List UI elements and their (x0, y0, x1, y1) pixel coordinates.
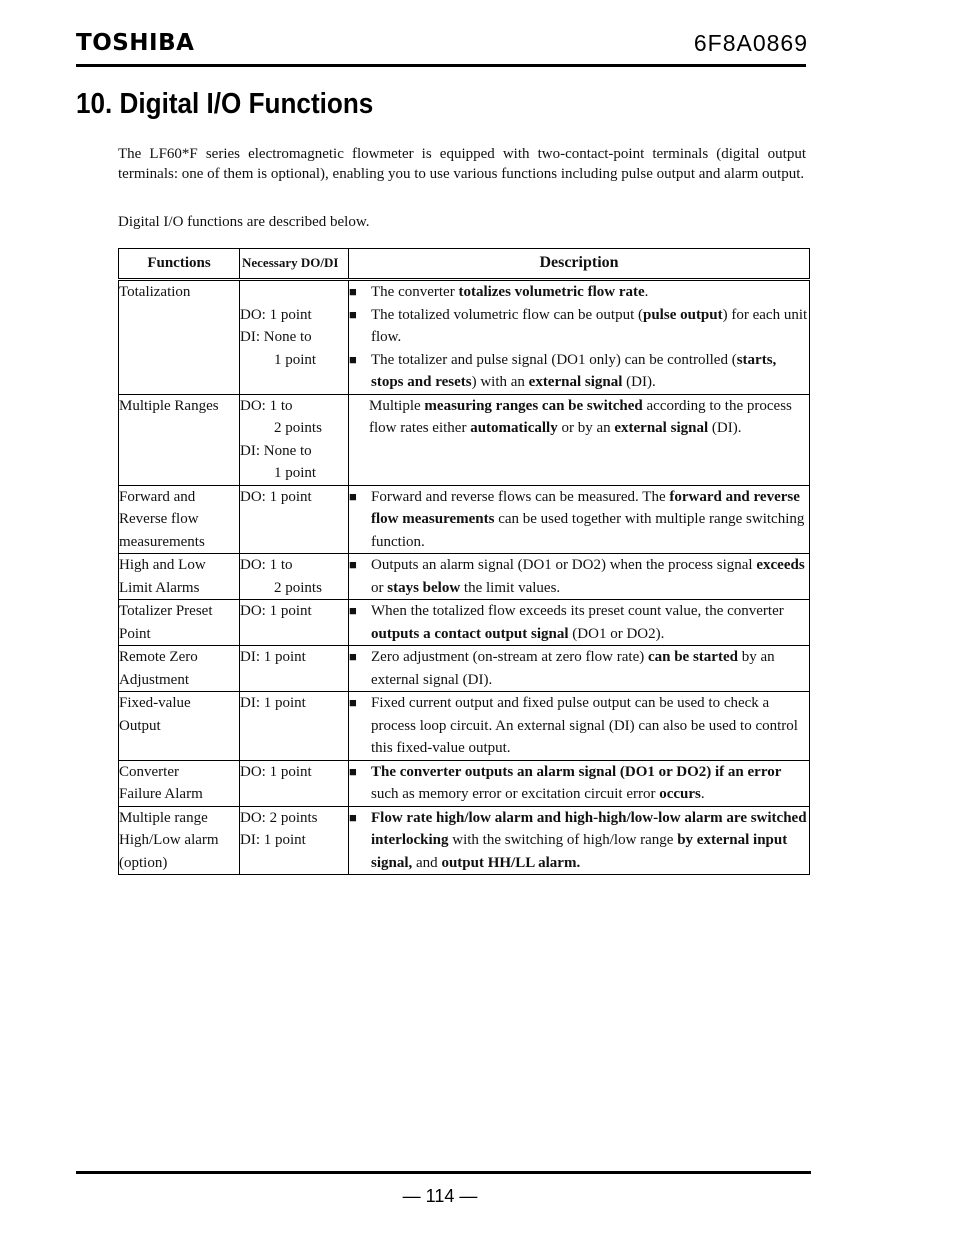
text-run: (DI). (622, 374, 656, 390)
text-run: can be used together with multiple range switching function. (371, 511, 805, 550)
dodi-cell (240, 760, 349, 806)
bullet-square-icon: ■ (349, 557, 357, 572)
function-line: Forward and (119, 488, 196, 505)
table-row (119, 280, 810, 395)
text-run: The converter outputs an alarm signal (DO1 or DO2) if an error (371, 763, 782, 780)
page-title: 10. Digital I/O Functions (76, 88, 374, 120)
text-run: can be started (647, 649, 738, 665)
description-cell (349, 806, 810, 875)
text-run: (DO1 or DO2). (568, 625, 665, 642)
dodi-cell (240, 600, 349, 646)
text-run: external signal (614, 420, 709, 436)
text-run: Forward and reverse flows can be measured. The (371, 488, 670, 505)
table-row (119, 646, 810, 692)
text-run: outputs a contact output signal (371, 625, 569, 642)
description-text (371, 349, 809, 394)
dodi-cell (240, 806, 349, 875)
function-line: Failure Alarm (119, 786, 203, 802)
text-run: starts, stops and resets (371, 351, 777, 390)
table-header-row (119, 249, 810, 280)
description-cell (349, 760, 810, 806)
text-run: The totalizer and pulse signal (DO1 only) can be controlled ( (371, 351, 737, 368)
text-run: external signal (528, 374, 623, 390)
function-line: measurements (119, 533, 205, 550)
bullet-square-icon: ■ (349, 488, 357, 504)
description-text (371, 486, 809, 554)
function-line: Limit Alarms (119, 579, 200, 596)
description-text (371, 692, 809, 760)
document-number: 6F8A0869 (693, 30, 808, 56)
description-cell (349, 554, 810, 600)
description-text (371, 761, 809, 806)
bullet-square-icon: ■ (349, 763, 357, 779)
text-run: When the totalized flow exceeds its preset count value, the converter (371, 603, 784, 619)
page-number: — 114 — (402, 1186, 478, 1206)
bullet-square-icon: ■ (349, 284, 357, 299)
description-bullet (349, 281, 809, 304)
description-text (371, 281, 809, 304)
text-run: the limit values. (460, 579, 561, 596)
dodi-cell (240, 280, 349, 395)
function-line: High and Low (119, 557, 206, 573)
dodi-line: 2 points (274, 420, 322, 436)
text-run: measuring ranges can be switched (424, 397, 643, 414)
text-run: by an external signal (DI). (371, 649, 775, 688)
table-row (119, 485, 810, 554)
bullet-square-icon: ■ (349, 695, 357, 710)
text-run: and (412, 854, 442, 871)
dodi-line: DO: 1 point (240, 488, 312, 505)
description-text (371, 600, 809, 645)
text-run: . (644, 284, 649, 300)
function-cell (119, 760, 240, 806)
table-row (119, 806, 810, 875)
text-run: Fixed current output and fixed pulse output can be used to check a process loop circuit. An external signal (DI) can also be used to control this fixed-value output. (371, 695, 798, 756)
company-logo: TOSHIBA (76, 30, 195, 56)
function-line: Multiple range (119, 809, 208, 826)
dodi-line: DO: 2 points (240, 809, 318, 826)
description-text (349, 395, 809, 440)
text-run: such as memory error or excitation circuit error (371, 786, 660, 802)
text-run: output HH/LL alarm. (441, 854, 581, 871)
table-row (119, 692, 810, 761)
table-row (119, 394, 810, 485)
function-line: Multiple Ranges (119, 397, 219, 414)
function-line: (option) (119, 854, 168, 871)
dodi-line: 2 points (274, 579, 322, 596)
description-cell (349, 646, 810, 692)
table-body (119, 280, 810, 875)
header-functions: Functions (119, 249, 240, 280)
function-cell (119, 280, 240, 395)
description-bullet (349, 600, 809, 645)
dodi-line (240, 281, 348, 304)
description-cell (349, 485, 810, 554)
description-text (371, 304, 809, 349)
function-line: Point (119, 625, 151, 642)
function-cell (119, 692, 240, 761)
dodi-cell (240, 394, 349, 485)
footer-rule (76, 1171, 811, 1174)
digital-io-table (118, 248, 810, 875)
text-run: pulse output (643, 306, 723, 323)
description-bullet (349, 304, 809, 349)
description-bullet (349, 761, 809, 806)
description-text (371, 554, 809, 599)
text-run: ) for each unit flow. (371, 306, 808, 345)
text-run: totalizes volumetric flow rate (458, 284, 645, 300)
dodi-line: DO: 1 to (240, 397, 293, 414)
bullet-square-icon: ■ (349, 809, 357, 825)
table-row (119, 554, 810, 600)
header-description: Description (349, 249, 810, 280)
text-run: The totalized volumetric flow can be output ( (371, 306, 643, 323)
description-cell (349, 692, 810, 761)
text-run: The converter (371, 284, 459, 300)
intro-paragraph: The LF60*F series electromagnetic flowmeter is equipped with two-contact-point terminals (digital output terminals: one of them is optional), enabling you to use various functions including pulse output and alarm output. (118, 146, 806, 182)
dodi-cell (240, 692, 349, 761)
text-run: stays below (387, 579, 461, 596)
description-cell (349, 280, 810, 395)
dodi-line: 1 point (274, 465, 317, 481)
header-necessary-dodi: Necessary DO/DI (240, 249, 349, 280)
dodi-cell (240, 554, 349, 600)
dodi-cell (240, 646, 349, 692)
text-run: (DI). (708, 420, 742, 436)
bullet-square-icon: ■ (349, 603, 357, 618)
description-text (371, 646, 809, 691)
function-line: High/Low alarm (119, 832, 219, 848)
text-run: Outputs an alarm signal (DO1 or DO2) when the process signal (371, 557, 757, 573)
description-bullet (349, 646, 809, 691)
function-cell (119, 394, 240, 485)
function-line: Totalizer Preset (119, 603, 213, 619)
text-run: ) with an (471, 374, 529, 390)
function-line: Converter (119, 763, 179, 780)
description-bullet (349, 692, 809, 760)
function-cell (119, 646, 240, 692)
dodi-line: DI: 1 point (240, 832, 306, 848)
dodi-line: 1 point (274, 351, 317, 368)
dodi-line: DO: 1 point (240, 603, 312, 619)
text-run: Multiple (369, 397, 425, 414)
function-line: Output (119, 717, 161, 734)
function-line: Remote Zero (119, 649, 198, 665)
dodi-line: DO: 1 point (240, 763, 312, 780)
dodi-line: DO: 1 point (240, 306, 312, 323)
text-run: . (700, 786, 705, 802)
function-cell (119, 600, 240, 646)
text-run: according to the process flow rates either (369, 397, 792, 436)
table-row (119, 600, 810, 646)
dodi-line: DI: None to (240, 442, 312, 459)
bullet-square-icon: ■ (349, 306, 357, 322)
function-line: Adjustment (119, 671, 189, 688)
function-cell (119, 806, 240, 875)
text-run: with the switching of high/low range (448, 832, 678, 848)
text-run: occurs (659, 786, 701, 802)
text-run: forward and reverse flow measurements (371, 488, 800, 527)
table-row (119, 760, 810, 806)
text-run: or by an (557, 420, 615, 436)
header-rule (76, 64, 806, 67)
dodi-line: DI: 1 point (240, 649, 306, 665)
description-bullet (349, 554, 809, 599)
text-run: or (371, 579, 388, 596)
function-cell (119, 554, 240, 600)
intro-line: Digital I/O functions are described below. (118, 214, 370, 230)
dodi-cell (240, 485, 349, 554)
description-bullet (349, 349, 809, 394)
description-text (371, 807, 809, 875)
function-cell (119, 485, 240, 554)
dodi-line: DO: 1 to (240, 557, 293, 573)
dodi-line: DI: None to (240, 329, 312, 345)
text-run: by external input signal, (371, 832, 788, 871)
bullet-square-icon: ■ (349, 649, 357, 664)
function-line: Totalization (119, 284, 191, 300)
text-run: Zero adjustment (on-stream at zero flow rate) (371, 649, 648, 665)
text-run: exceeds (756, 557, 805, 573)
description-bullet (349, 486, 809, 554)
dodi-line: DI: 1 point (240, 695, 306, 711)
description-bullet (349, 807, 809, 875)
bullet-square-icon: ■ (349, 351, 357, 367)
text-run: automatically (470, 420, 558, 436)
description-cell (349, 394, 810, 485)
description-cell (349, 600, 810, 646)
function-line: Reverse flow (119, 511, 199, 527)
text-run: Flow rate high/low alarm and high-high/low-low alarm are switched interlocking (371, 809, 807, 848)
function-line: Fixed-value (119, 695, 191, 711)
